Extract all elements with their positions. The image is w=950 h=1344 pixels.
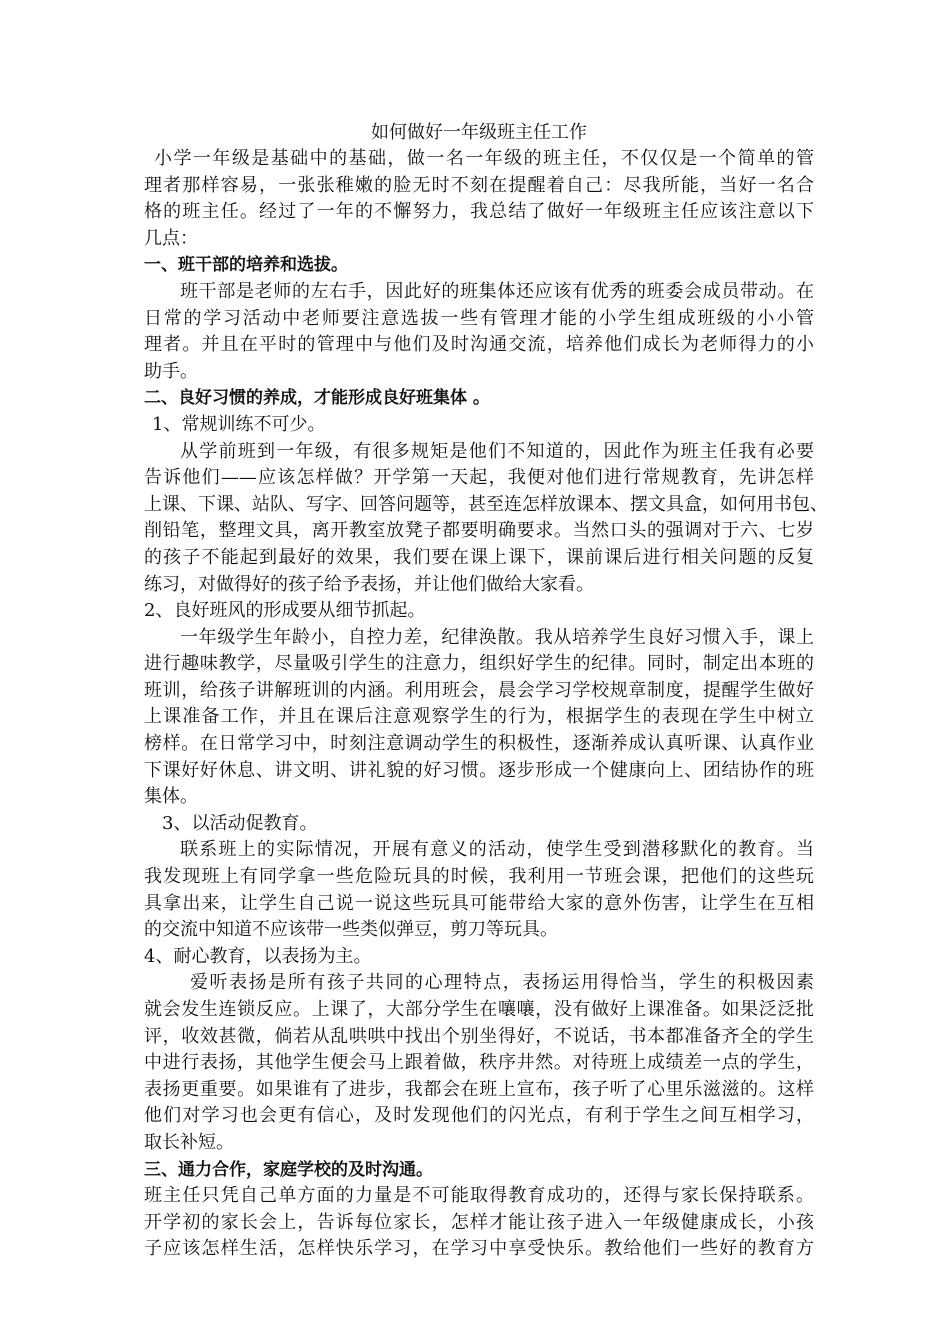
paragraph-line: 榜样。在日常学习中，时刻注意调动学生的积极性，逐渐养成认真听课、认真作业 [144,733,814,755]
paragraph-line: 告诉他们——应该怎样做？开学第一天起，我便对他们进行常规教育，先讲怎样 [144,467,814,489]
paragraph-line: 下课好好休息、讲文明、讲礼貌的好习惯。逐步形成一个健康向上、团结协作的班 [144,759,814,781]
paragraph-line: 班主任只凭自己单方面的力量是不可能取得教育成功的，还得与家长保持联系。 [144,1185,814,1207]
paragraph-line: 几点： [144,227,198,249]
paragraph-line: 班干部是老师的左右手，因此好的班集体还应该有优秀的班委会成员带动。在 [180,280,814,302]
subsection-item: 1、常规训练不可少。 [152,413,326,435]
paragraph-line: 他们对学习也会更有信心，及时发现他们的闪光点，有利于学生之间互相学习， [144,1105,814,1127]
paragraph-line: 小学一年级是基础中的基础，做一名一年级的班主任，不仅仅是一个简单的管 [154,148,814,169]
paragraph-line: 爱听表扬是所有孩子共同的心理特点，表扬运用得恰当，学生的积极因素 [190,972,814,994]
paragraph-line: 子应该怎样生活，怎样快乐学习，在学习中享受快乐。教给他们一些好的教育方 [144,1238,814,1260]
subsection-item: 3、以活动促教育。 [162,812,318,834]
paragraph-line: 中进行表扬，其他学生便会马上跟着做，秩序井然。对待班上成绩差一点的学生， [144,1052,814,1074]
section-heading: 一、班干部的培养和选拔。 [144,255,348,276]
paragraph-line: 具拿出来，让学生自己说一说这些玩具可能带给大家的意外伤害，让学生在互相 [144,892,814,914]
paragraph-line: 就会发生连锁反应。上课了，大部分学生在嚷嚷，没有做好上课准备。如果泛泛批 [144,999,814,1020]
paragraph-line: 练习，对做得好的孩子给予表扬，并让他们做给大家看。 [144,573,594,595]
paragraph-line: 日常的学习活动中老师要注意选拔一些有管理才能的小学生组成班级的小小管 [144,307,814,329]
paragraph-line: 表扬更重要。如果谁有了进步，我都会在班上宣布，孩子听了心里乐滋滋的。这样 [144,1078,814,1100]
paragraph-line: 评，收效甚微，倘若从乱哄哄中找出个别坐得好，不说话，书本都准备齐全的学生 [144,1025,814,1047]
subsection-item: 4、耐心教育，以表扬为主。 [144,945,372,967]
paragraph-line: 班训，给孩子讲解班训的内涵。利用班会，晨会学习学校规章制度，提醒学生做好 [144,679,814,701]
document-page [144,120,828,1263]
paragraph-line: 的交流中知道不应该带一些类似弹豆，剪刀等玩具。 [144,919,558,941]
paragraph-line: 的孩子不能起到最好的效果，我们要在课上课下，课前课后进行相关问题的反复 [144,546,814,568]
section-heading: 二、良好习惯的养成，才能形成良好班集体 。 [144,388,490,409]
paragraph-line: 上课、下课、站队、写字、回答问题等，甚至连怎样放课本、摆文具盒，如何用书包、 [144,493,828,515]
paragraph-line: 进行趣味教学，尽量吸引学生的注意力，组织好学生的纪律。同时，制定出本班的 [144,653,814,675]
paragraph-line: 理者。并且在平时的管理中与他们及时沟通交流，培养他们成长为老师得力的小 [144,334,814,356]
paragraph-line: 格的班主任。经过了一年的不懈努力，我总结了做好一年级班主任应该注意以下 [144,201,814,223]
document-title: 如何做好一年级班主任工作 [371,122,587,143]
paragraph-line: 我发现班上有同学拿一些危险玩具的时候，我利用一节班会课，把他们的这些玩 [144,866,814,888]
paragraph-line: 上课准备工作，并且在课后注意观察学生的行为，根据学生的表现在学生中树立 [144,706,814,728]
paragraph-line: 开学初的家长会上，告诉每位家长，怎样才能让孩子进入一年级健康成长，小孩 [144,1211,814,1233]
paragraph-line: 集体。 [144,786,198,808]
paragraph-line: 联系班上的实际情况，开展有意义的活动，使学生受到潜移默化的教育。当 [180,839,814,861]
paragraph-line: 削铅笔，整理文具，离开教室放凳子都要明确要求。当然口头的强调对于六、七岁 [144,520,814,542]
paragraph-line: 取长补短。 [144,1131,234,1153]
subsection-item: 2、良好班风的形成要从细节抓起。 [144,600,426,622]
paragraph-line: 从学前班到一年级，有很多规矩是他们不知道的，因此作为班主任我有必要 [180,440,814,462]
section-heading: 三、通力合作，家庭学校的及时沟通。 [144,1159,433,1180]
paragraph-line: 助手。 [144,360,198,382]
paragraph-line: 理者那样容易，一张张稚嫩的脸无时不刻在提醒着自己：尽我所能，当好一名合 [144,174,814,196]
paragraph-line: 一年级学生年龄小，自控力差，纪律涣散。我从培养学生良好习惯入手，课上 [180,626,814,648]
